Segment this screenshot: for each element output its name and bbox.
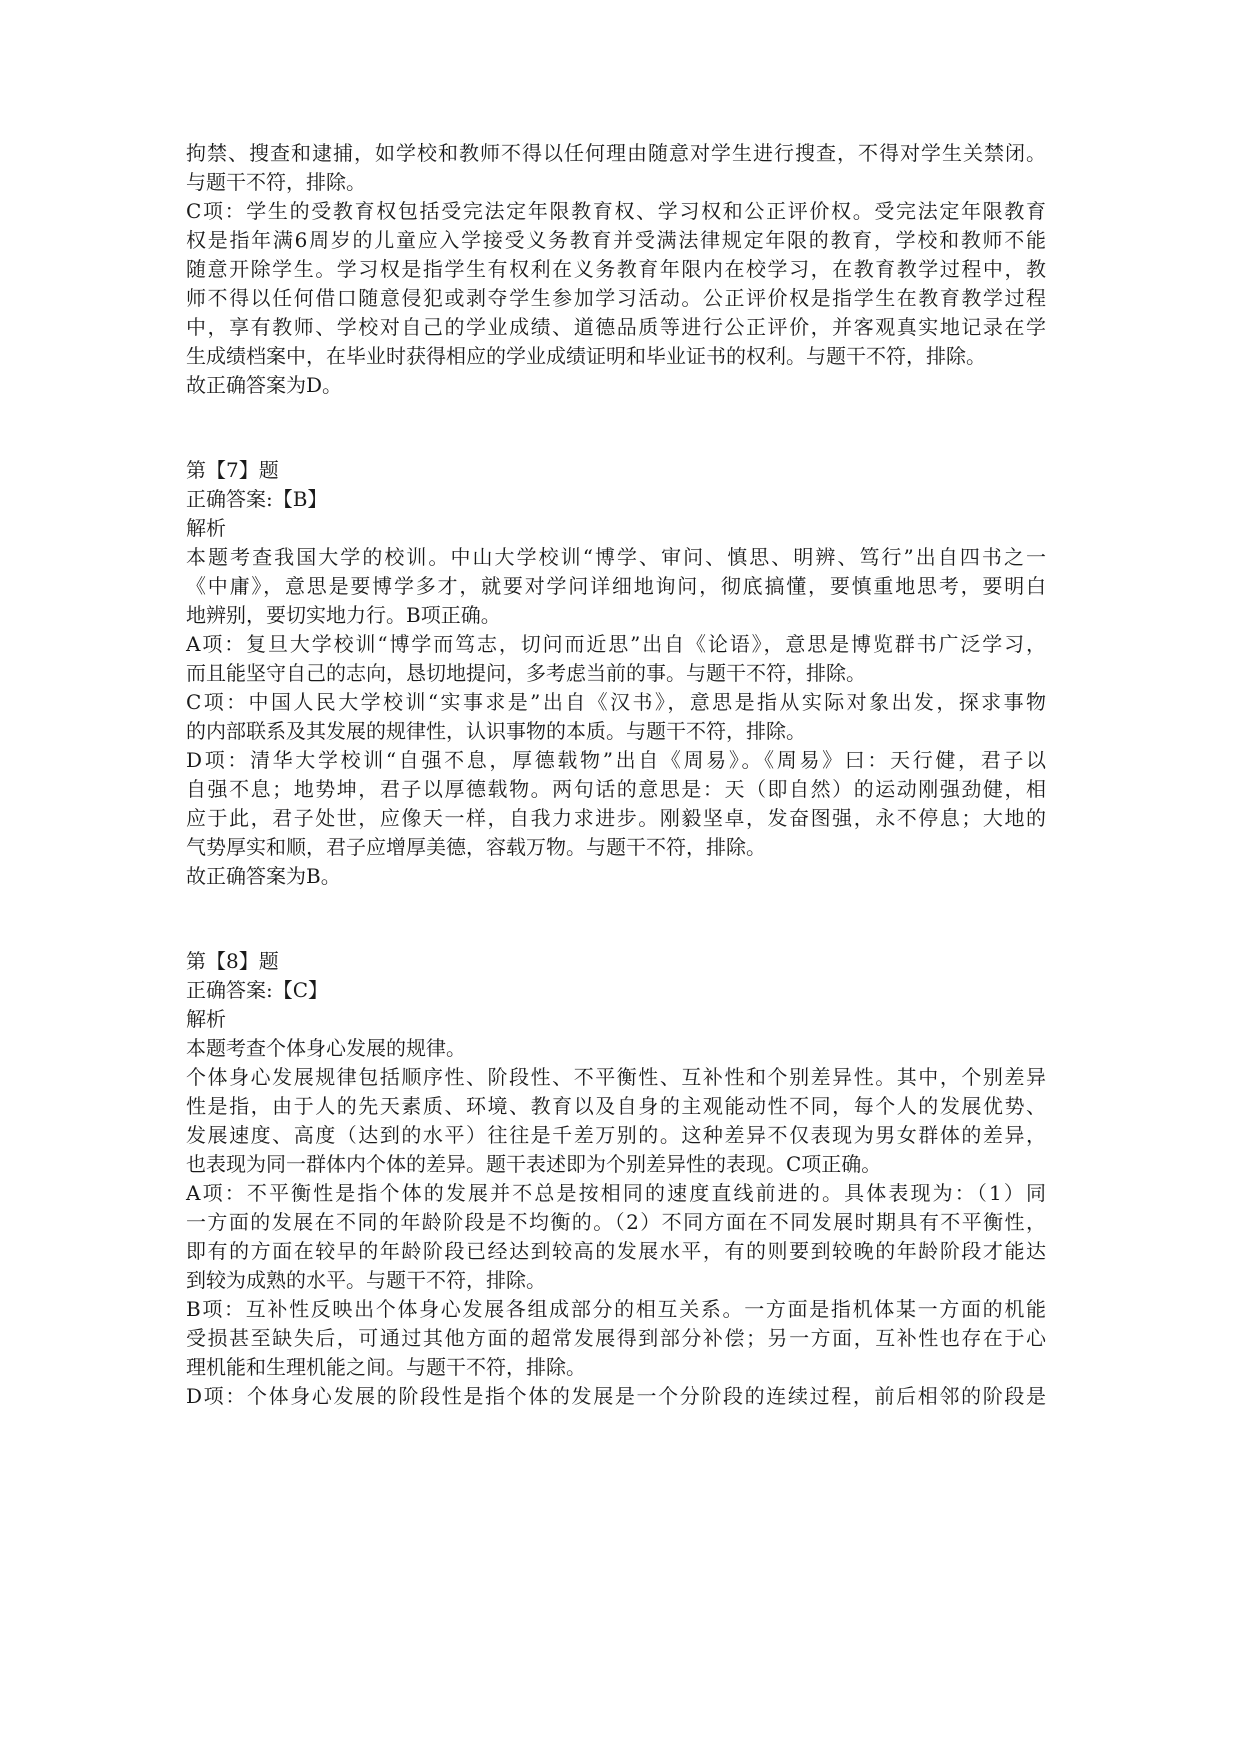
text-line: A项：复旦大学校训“博学而笃志，切问而近思”出自《论语》，意思是博览群书广泛学习，: [186, 632, 1046, 656]
paragraph: [186, 688, 1046, 746]
text-line: 第【8】题: [186, 949, 279, 973]
paragraph: [186, 746, 1046, 862]
text-line: 本题考查我国大学的校训。中山大学校训“博学、审问、慎思、明辨、笃行”出自四书之一: [186, 545, 1046, 569]
text-line: 到较为成熟的水平。与题干不符，排除。: [186, 1268, 546, 1292]
paragraph: [186, 1382, 1046, 1411]
text-line: 个体身心发展规律包括顺序性、阶段性、不平衡性、互补性和个别差异性。其中，个别差异: [186, 1065, 1046, 1089]
paragraph: [186, 630, 1046, 688]
text-line: 性是指，由于人的先天素质、环境、教育以及自身的主观能动性不同，每个人的发展优势、: [186, 1094, 1046, 1118]
text-line: A项：不平衡性是指个体的发展并不总是按相同的速度直线前进的。具体表现为：（1）同: [186, 1181, 1046, 1205]
text-line: C项：学生的受教育权包括受完法定年限教育权、学习权和公正评价权。受完法定年限教育: [186, 199, 1046, 223]
paragraph: [186, 1179, 1046, 1295]
text-line: 的内部联系及其发展的规律性，认识事物的本质。与题干不符，排除。: [186, 719, 806, 743]
text-line: 即有的方面在较早的年龄阶段已经达到较高的发展水平，有的则要到较晚的年龄阶段才能达: [186, 1239, 1046, 1263]
text-line: 拘禁、搜查和逮捕，如学校和教师不得以任何理由随意对学生进行搜查，不得对学生关禁闭。: [186, 141, 1046, 165]
text-line: 气势厚实和顺，君子应增厚美德，容载万物。与题干不符，排除。: [186, 835, 766, 859]
text-line: 解析: [186, 1007, 226, 1031]
text-line: 发展速度、高度（达到的水平）往往是千差万别的。这种差异不仅表现为男女群体的差异，: [186, 1123, 1046, 1147]
text-line: 与题干不符，排除。: [186, 170, 366, 194]
text-line: 地辨别，要切实地力行。B项正确。: [186, 603, 501, 627]
text-line: 师不得以任何借口随意侵犯或剥夺学生参加学习活动。公正评价权是指学生在教育教学过程: [186, 286, 1046, 310]
text-line: B项：互补性反映出个体身心发展各组成部分的相互关系。一方面是指机体某一方面的机能: [186, 1297, 1046, 1321]
text-line: 而且能坚守自己的志向，恳切地提问，多考虑当前的事。与题干不符，排除。: [186, 661, 866, 685]
text-line: C项：中国人民大学校训“实事求是”出自《汉书》，意思是指从实际对象出发，探求事物: [186, 690, 1046, 714]
text-line: 生成绩档案中，在毕业时获得相应的学业成绩证明和毕业证书的权利。与题干不符，排除。: [186, 344, 986, 368]
text-line: 第【7】题: [186, 458, 279, 482]
document-body: [186, 139, 1046, 1411]
paragraph: [186, 1005, 1046, 1034]
paragraph: [186, 139, 1046, 197]
paragraph: [186, 543, 1046, 630]
paragraph: [186, 485, 1046, 514]
answer-section: [186, 947, 1046, 1411]
text-line: 理机能和生理机能之间。与题干不符，排除。: [186, 1355, 586, 1379]
text-line: 应于此，君子处世，应像天一样，自我力求进步。刚毅坚卓，发奋图强，永不停息；大地的: [186, 806, 1046, 830]
paragraph: [186, 976, 1046, 1005]
paragraph: [186, 1034, 1046, 1063]
text-line: 一方面的发展在不同的年龄阶段是不均衡的。（2）不同方面在不同发展时期具有不平衡性，: [186, 1210, 1046, 1234]
text-line: 受损甚至缺失后，可通过其他方面的超常发展得到部分补偿；另一方面，互补性也存在于心: [186, 1326, 1046, 1350]
text-line: 也表现为同一群体内个体的差异。题干表述即为个别差异性的表现。C项正确。: [186, 1152, 882, 1176]
text-line: 随意开除学生。学习权是指学生有权利在义务教育年限内在校学习，在教育教学过程中，教: [186, 257, 1046, 281]
text-line: 解析: [186, 516, 226, 540]
text-line: 本题考查个体身心发展的规律。: [186, 1036, 466, 1060]
text-line: 自强不息；地势坤，君子以厚德载物。两句话的意思是：天（即自然）的运动刚强劲健，相: [186, 777, 1046, 801]
text-line: 正确答案:【B】: [186, 487, 328, 511]
paragraph: [186, 514, 1046, 543]
paragraph: [186, 1063, 1046, 1179]
text-line: 故正确答案为D。: [186, 373, 343, 397]
text-line: 权是指年满6周岁的儿童应入学接受义务教育并受满法律规定年限的教育，学校和教师不能: [186, 228, 1046, 252]
paragraph: [186, 197, 1046, 371]
text-line: 正确答案:【C】: [186, 978, 329, 1002]
text-line: 故正确答案为B。: [186, 864, 341, 888]
answer-section: [186, 456, 1046, 891]
paragraph: [186, 947, 1046, 976]
text-line: 中，享有教师、学校对自己的学业成绩、道德品质等进行公正评价，并客观真实地记录在学: [186, 315, 1046, 339]
text-line: 《中庸》，意思是要博学多才，就要对学问详细地询问，彻底搞懂，要慎重地思考，要明白: [186, 574, 1046, 598]
paragraph: [186, 862, 1046, 891]
paragraph: [186, 456, 1046, 485]
paragraph: [186, 1295, 1046, 1382]
text-line: D项：个体身心发展的阶段性是指个体的发展是一个分阶段的连续过程，前后相邻的阶段是: [186, 1384, 1046, 1408]
answer-section: [186, 139, 1046, 400]
text-line: D项：清华大学校训“自强不息，厚德载物”出自《周易》。《周易》曰：天行健，君子以: [186, 748, 1046, 772]
paragraph: [186, 371, 1046, 400]
